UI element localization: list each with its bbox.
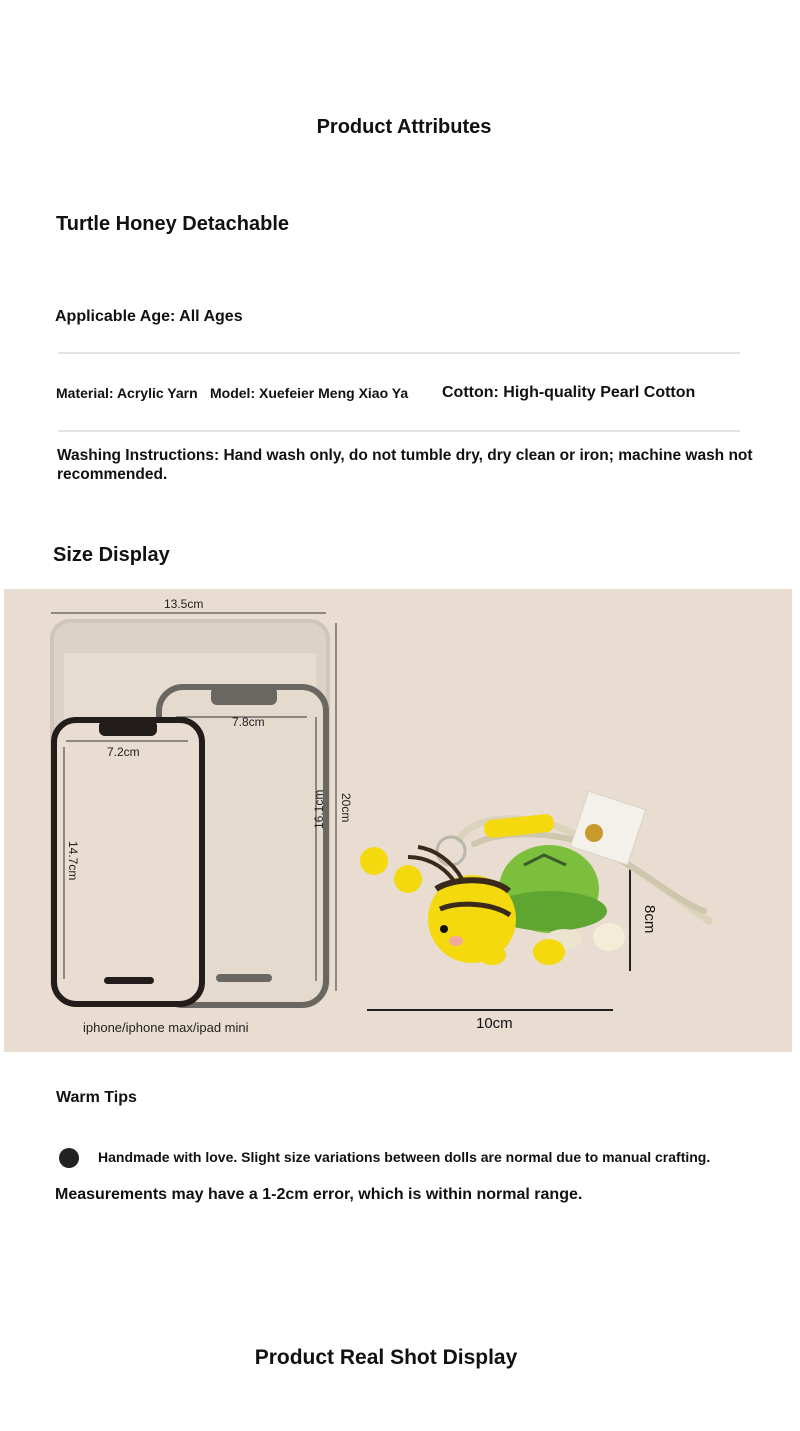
devices-label: iphone/iphone max/ipad mini xyxy=(83,1020,249,1035)
ipad-height-label: 16.1cm xyxy=(312,789,326,829)
size-display-heading: Size Display xyxy=(53,544,170,566)
height-total-label: 20cm xyxy=(339,793,353,823)
material-attribute: Material: Acrylic Yarn xyxy=(56,385,198,401)
model-attribute: Model: Xuefeier Meng Xiao Ya xyxy=(210,385,409,401)
iphone-max-notch xyxy=(211,687,277,705)
iphone-home-bar xyxy=(104,977,154,984)
divider xyxy=(58,430,740,432)
page-title: Product Attributes xyxy=(316,116,492,138)
toy-width-label: 10cm xyxy=(476,1015,513,1032)
size-display-panel xyxy=(4,589,792,1052)
phone-width-label: 7.2cm xyxy=(107,745,140,759)
bullet-dot-icon xyxy=(59,1148,79,1168)
ipad-width-label: 7.8cm xyxy=(232,715,265,729)
tip-measurement: Measurements may have a 1-2cm error, which is within normal range. xyxy=(55,1186,583,1203)
phone-height-label: 14.7cm xyxy=(66,841,80,881)
width-top-label: 13.5cm xyxy=(164,597,204,611)
iphone-notch xyxy=(99,720,157,736)
tip-handmade: Handmade with love. Slight size variations between dolls are normal due to manual crafting. xyxy=(98,1149,711,1165)
real-shot-heading: Product Real Shot Display xyxy=(254,1346,518,1369)
washing-instructions: Washing Instructions: Hand wash only, do not tumble dry, dry clean or iron; machine wash not recommended. xyxy=(57,447,753,483)
divider xyxy=(58,352,740,354)
iphone-max-home-bar xyxy=(216,974,272,982)
age-attribute: Applicable Age: All Ages xyxy=(55,308,243,325)
toy-height-label: 8cm xyxy=(641,905,658,934)
product-name: Turtle Honey Detachable xyxy=(56,213,290,235)
turtle-bee-toy xyxy=(360,791,709,965)
warm-tips-heading: Warm Tips xyxy=(56,1089,137,1106)
cotton-attribute: Cotton: High-quality Pearl Cotton xyxy=(442,384,696,401)
size-diagram xyxy=(4,589,792,1052)
